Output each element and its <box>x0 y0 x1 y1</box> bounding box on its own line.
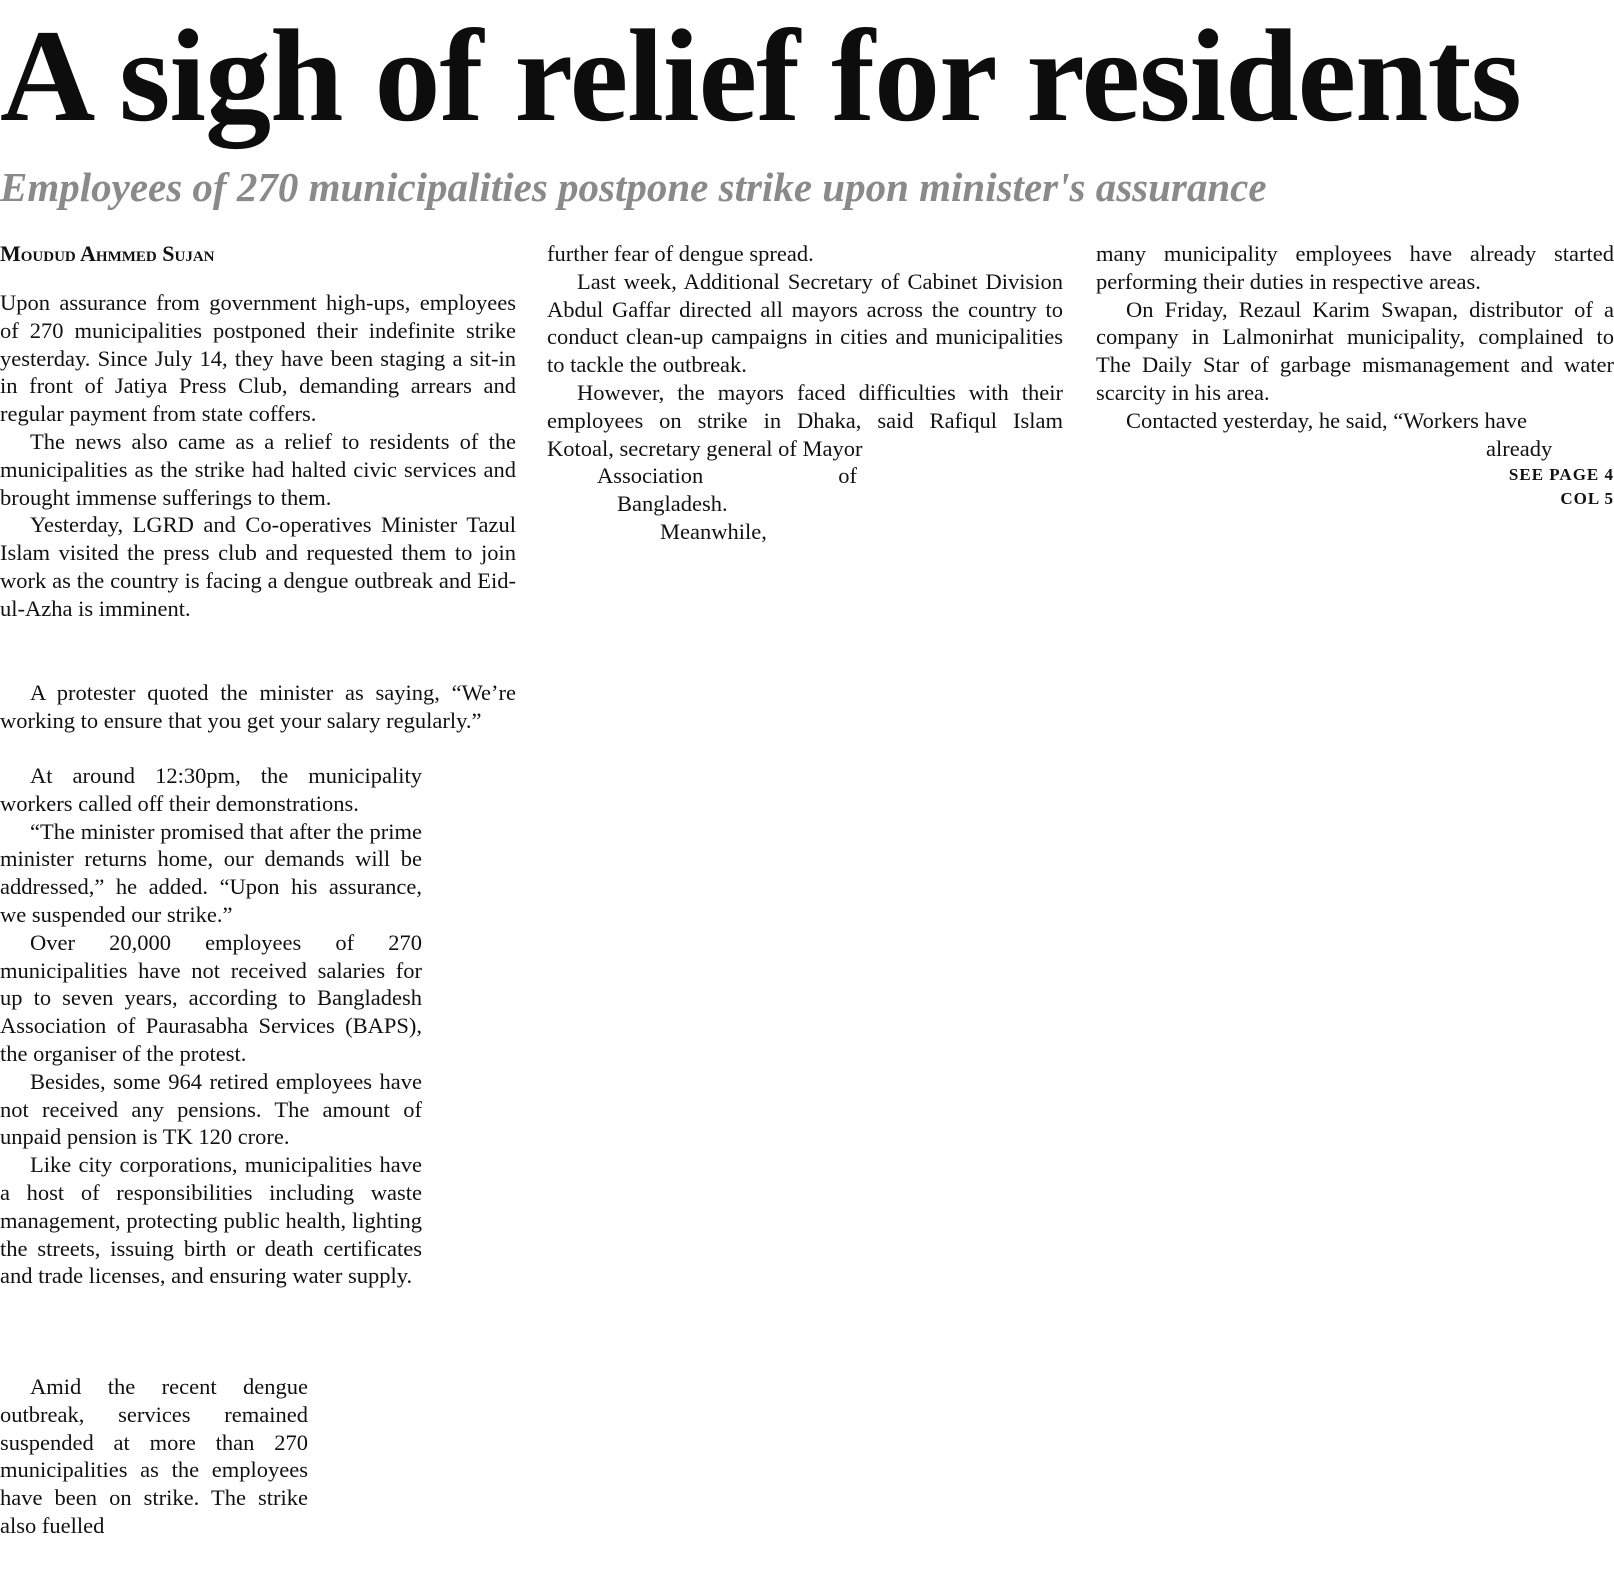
paragraph: Besides, some 964 retired employees have not received any pensions. The amount of unpaid pension is TK 120 crore. <box>0 1068 422 1150</box>
column-1-top <box>0 289 516 623</box>
subheadline: Employees of 270 municipalities postpone strike upon minister's assurance <box>0 164 1267 210</box>
paragraph: Like city corporations, municipalities have a host of responsibilities including waste management, protecting public health, lighting the streets, issuing birth or death certificates and trade licenses, and ensuring water supply. <box>0 1152 422 1289</box>
column-2 <box>547 240 1063 546</box>
paragraph: Upon assurance from government high-ups, employees of 270 municipalities postponed their indefinite strike yesterday. Since July 14, they have been staging a sit-in in front of Jatiya Press Club, demanding arrears and regular payment from state coffers. <box>0 290 516 427</box>
jump-reference: SEE PAGE 4 <box>1508 465 1614 485</box>
continuation-line: Bangladesh. <box>617 491 728 517</box>
paragraph: Over 20,000 employees of 270 municipalities have not received salaries for up to seven years, according to Bangladesh Association of Paurasabha Services (BAPS), the organiser of the protest. <box>0 929 422 1066</box>
paragraph: “The minister promised that after the prime minister returns home, our demands will be addressed,” he added. “Upon his assurance, we suspended our strike.” <box>0 818 422 927</box>
paragraph: Yesterday, LGRD and Co-operatives Minister Tazul Islam visited the press club and requested them to join work as the country is facing a dengue outbreak and Eid-ul-Azha is imminent. <box>0 512 516 621</box>
paragraph: At around 12:30pm, the municipality workers called off their demonstrations. <box>0 763 422 816</box>
paragraph: many municipality employees have already started performing their duties in respective areas. <box>1096 241 1614 294</box>
word: Association <box>597 463 704 489</box>
continuation-line: Meanwhile, <box>660 518 767 544</box>
continuation-line <box>547 462 857 490</box>
paragraph: A protester quoted the minister as saying, “We’re working to ensure that you get your salary regularly.” <box>0 680 516 733</box>
paragraph: further fear of dengue spread. <box>547 241 814 266</box>
paragraph: The news also came as a relief to residents of the municipalities as the strike had halted civic services and brought immense sufferings to them. <box>0 428 516 510</box>
column-1-quote <box>0 679 516 735</box>
jump-reference-col: COL 5 <box>1560 489 1614 509</box>
column-1-middle <box>0 762 422 1290</box>
continuation-line: already <box>1486 435 1553 461</box>
paragraph: Last week, Additional Secretary of Cabinet Division Abdul Gaffar directed all mayors across the country to conduct clean-up campaigns in cities and municipalities to tackle the outbreak. <box>547 268 1063 378</box>
paragraph: Contacted yesterday, he said, “Workers have <box>1126 407 1527 433</box>
paragraph: Amid the recent dengue outbreak, services remained suspended at more than 270 municipalities as the employees have been on strike. The strike also fuelled <box>0 1374 308 1538</box>
word: of <box>838 463 857 489</box>
paragraph: However, the mayors faced difficulties with their employees on strike in Dhaka, said Rafiqul Islam Kotoal, secretary general of Mayor <box>547 379 1063 461</box>
byline: Moudud Ahmmed Sujan <box>0 241 215 266</box>
column-3 <box>1096 240 1614 510</box>
paragraph: On Friday, Rezaul Karim Swapan, distributor of a company in Lalmonirhat municipality, complained to The Daily Star of garbage mismanagement and water scarcity in his area. <box>1096 296 1614 405</box>
column-1-bottom <box>0 1373 308 1540</box>
headline: A sigh of relief for residents <box>0 2 1521 149</box>
